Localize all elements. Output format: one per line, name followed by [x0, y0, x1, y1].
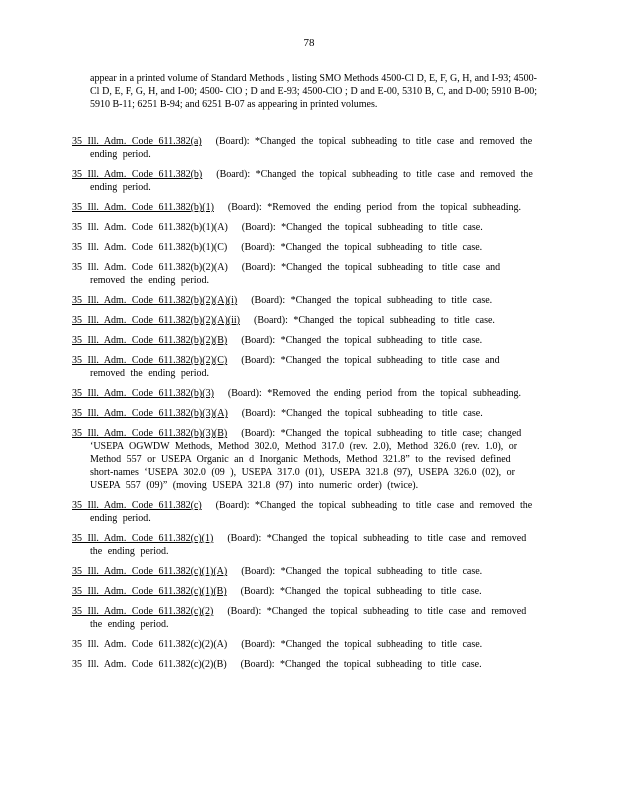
entry-description: (Board): *Changed the topical subheading to title case.: [241, 639, 483, 650]
page-number: 78: [303, 37, 315, 49]
intro-paragraph: appear in a printed volume of Standard Methods , listing SMO Methods 4500-Cl D, E, F, G, H, and I-93; 4500-Cl D, E, F, G, H, and I-00; 4500- ClO ; D and E-93; 4500-ClO ; D and E-00, 5310 B, C, and D-00; 5910 B-00; 5910 B-11; 6251 B-94; and 6251 B-07 as appearing in printed volumes.: [90, 73, 537, 110]
entry-description: (Board): *Changed the topical subheading to title case; changed ‘USEPA OGWDW Methods, Method 302.0, Method 317.0 (rev. 2.0), Method 326.0 (rev. 1.0), or Method 557 or USEPA Organic an d Inorganic Methods, Method 321.8” to the revised defined short-names ‘USEPA 302.0 (09 ), USEPA 317.0 (01), USEPA 321.8 (97), USEPA 326.0 (02), or USEPA 557 (09)” (moving USEPA 321.8 (97) into numeric order) (twice).: [90, 428, 522, 491]
entry-citation: 35 Ill. Adm. Code 611.382(b)(2)(C): [72, 355, 228, 366]
entry-description: (Board): *Changed the topical subheading to title case and removed the ending period.: [90, 169, 533, 193]
entry-citation: 35 Ill. Adm. Code 611.382(b): [72, 169, 203, 180]
entry-citation: 35 Ill. Adm. Code 611.382(c)(1)(A): [72, 566, 228, 577]
change-entry: [72, 334, 537, 347]
change-entry: [72, 427, 537, 492]
change-entry: [72, 387, 537, 400]
change-entry: [72, 201, 537, 214]
entry-citation: 35 Ill. Adm. Code 611.382(b)(2)(A): [72, 262, 228, 273]
change-entry: [72, 499, 537, 525]
change-entry: [72, 294, 537, 307]
entry-description: (Board): *Changed the topical subheading to title case and removed the ending period.: [90, 606, 527, 630]
entry-citation: 35 Ill. Adm. Code 611.382(b)(1): [72, 202, 214, 213]
entry-citation: 35 Ill. Adm. Code 611.382(a): [72, 136, 202, 147]
entry-description: (Board): *Changed the topical subheading to title case and removed the ending period.: [90, 355, 500, 379]
change-entry: [72, 638, 537, 651]
entry-citation: 35 Ill. Adm. Code 611.382(c)(1): [72, 533, 214, 544]
entry-description: (Board): *Changed the topical subheading to title case.: [241, 335, 483, 346]
entry-citation: 35 Ill. Adm. Code 611.382(b)(1)(A): [72, 222, 228, 233]
change-entry: [72, 135, 537, 161]
change-entry: [72, 658, 537, 671]
entry-citation: 35 Ill. Adm. Code 611.382(c)(2): [72, 606, 214, 617]
entry-citation: 35 Ill. Adm. Code 611.382(b)(2)(A)(ii): [72, 315, 240, 326]
entry-list: [72, 135, 537, 678]
entry-description: (Board): *Removed the ending period from the topical subheading.: [227, 388, 522, 399]
entry-description: (Board): *Changed the topical subheading to title case.: [240, 659, 482, 670]
entry-description: (Board): *Changed the topical subheading to title case and removed the ending period.: [90, 262, 501, 286]
change-entry: [72, 354, 537, 380]
entry-description: (Board): *Changed the topical subheading to title case.: [240, 586, 482, 597]
entry-citation: 35 Ill. Adm. Code 611.382(b)(2)(B): [72, 335, 228, 346]
entry-citation: 35 Ill. Adm. Code 611.382(b)(3)(A): [72, 408, 228, 419]
entry-citation: 35 Ill. Adm. Code 611.382(b)(3): [72, 388, 214, 399]
entry-citation: 35 Ill. Adm. Code 611.382(c)(2)(B): [72, 659, 227, 670]
change-entry: [72, 261, 537, 287]
entry-citation: 35 Ill. Adm. Code 611.382(b)(3)(B): [72, 428, 228, 439]
change-entry: [72, 565, 537, 578]
entry-description: (Board): *Changed the topical subheading to title case and removed the ending period.: [90, 136, 533, 160]
change-entry: [72, 532, 537, 558]
entry-description: (Board): *Changed the topical subheading to title case and removed the ending period.: [90, 500, 533, 524]
change-entry: [72, 407, 537, 420]
change-entry: [72, 221, 537, 234]
entry-description: (Board): *Changed the topical subheading to title case.: [251, 295, 493, 306]
change-entry: [72, 168, 537, 194]
entry-description: (Board): *Removed the ending period from the topical subheading.: [227, 202, 522, 213]
entry-citation: 35 Ill. Adm. Code 611.382(c): [72, 500, 202, 511]
entry-description: (Board): *Changed the topical subheading to title case.: [254, 315, 495, 326]
entry-citation: 35 Ill. Adm. Code 611.382(b)(2)(A)(i): [72, 295, 238, 306]
entry-citation: 35 Ill. Adm. Code 611.382(b)(1)(C): [72, 242, 228, 253]
entry-citation: 35 Ill. Adm. Code 611.382(c)(1)(B): [72, 586, 227, 597]
entry-description: (Board): *Changed the topical subheading to title case.: [241, 242, 483, 253]
entry-citation: 35 Ill. Adm. Code 611.382(c)(2)(A): [72, 639, 228, 650]
entry-description: (Board): *Changed the topical subheading to title case.: [241, 408, 483, 419]
entry-description: (Board): *Changed the topical subheading to title case.: [241, 222, 483, 233]
change-entry: [72, 605, 537, 631]
entry-description: (Board): *Changed the topical subheading to title case and removed the ending period.: [90, 533, 527, 557]
change-entry: [72, 241, 537, 254]
entry-description: (Board): *Changed the topical subheading to title case.: [241, 566, 483, 577]
change-entry: [72, 314, 537, 327]
change-entry: [72, 585, 537, 598]
